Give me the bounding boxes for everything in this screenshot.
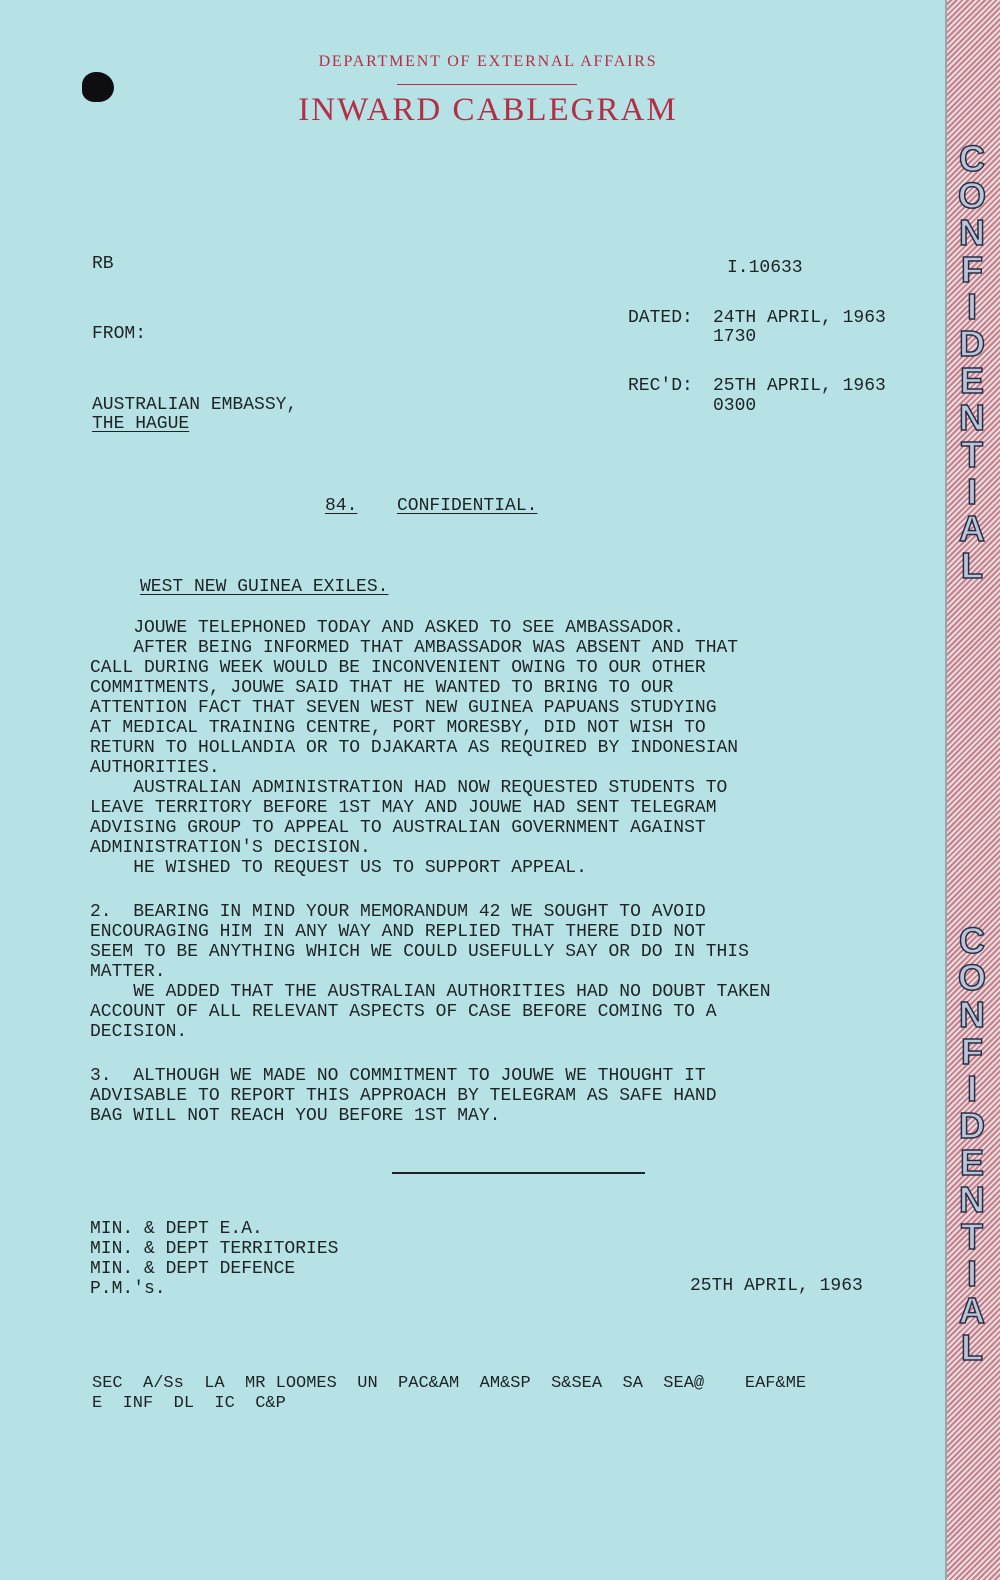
stamp-letter: N [959, 397, 985, 438]
stamp-letter: A [959, 1290, 985, 1331]
stamp-word [950, 140, 994, 584]
originator-code: RB [92, 254, 114, 274]
cable-ref-number: 84. [325, 496, 358, 516]
letterhead-rule [397, 84, 577, 85]
stamp-letter: D [959, 1105, 985, 1146]
stamp-letter: E [959, 1142, 984, 1183]
department-heading: DEPARTMENT OF EXTERNAL AFFAIRS [318, 53, 658, 70]
body-paragraph-2: 2. BEARING IN MIND YOUR MEMORANDUM 42 WE SOUGHT TO AVOID ENCOURAGING HIM IN ANY WAY AND REPLIED THAT THERE DID NOT SEEM TO BE ANYTHING WHICH WE COULD USEFULLY SAY OR DO IN THIS MATTER. WE ADDED THAT THE AUSTRALIAN AUTHORITIES HAD NO DOUBT TAKEN ACCOUNT OF ALL RELEVANT ASPECTS OF CASE BEFORE COMING TO A DECISION. [90, 902, 771, 1042]
stamp-letter: I [966, 1253, 977, 1294]
stamp-letter: T [961, 434, 983, 475]
document-title: INWARD CABLEGRAM [298, 92, 678, 128]
stamp-letter: F [961, 1031, 983, 1072]
stamp-letter: I [966, 1068, 977, 1109]
stamp-letter: L [961, 1327, 983, 1368]
stamp-word [950, 922, 994, 1366]
stamp-letter: L [961, 545, 983, 586]
confidential-stamp-lower [950, 922, 994, 1366]
stamp-letter: T [961, 1216, 983, 1257]
classification-label: CONFIDENTIAL. [397, 496, 538, 516]
confidential-stamp-upper [950, 140, 994, 584]
sender-name: AUSTRALIAN EMBASSY, [92, 395, 298, 415]
subject-line: WEST NEW GUINEA EXILES. [140, 577, 389, 597]
stamp-letter: C [959, 138, 985, 179]
end-of-message-rule [392, 1172, 645, 1174]
sender-location: THE HAGUE [92, 414, 190, 434]
dated-label: DATED: [628, 308, 693, 328]
copies-line-1: SEC A/Ss LA MR LOOMES UN PAC&AM AM&SP S&SEA SA SEA@ EAF&ME [92, 1374, 807, 1393]
stamp-letter: I [966, 286, 977, 327]
received-value: 25TH APRIL, 1963 [713, 376, 886, 396]
stamp-letter: O [957, 957, 986, 998]
stamp-letter: F [961, 249, 983, 290]
stamp-letter: C [959, 920, 985, 961]
stamp-letter: O [957, 175, 986, 216]
dated-value: 24TH APRIL, 1963 [713, 308, 886, 328]
stamp-letter: E [959, 360, 984, 401]
distribution-date: 25TH APRIL, 1963 [690, 1276, 863, 1296]
stamp-letter: A [959, 508, 985, 549]
received-time: 0300 [713, 396, 757, 416]
distribution-list: MIN. & DEPT E.A. MIN. & DEPT TERRITORIES MIN. & DEPT DEFENCE P.M.'s. [90, 1219, 339, 1299]
stamp-letter: D [959, 323, 985, 364]
copies-line-2: E INF DL IC C&P [92, 1394, 286, 1413]
stamp-letter: N [959, 1179, 985, 1220]
from-label: FROM: [92, 324, 147, 344]
stamp-letter: N [959, 994, 985, 1035]
received-label: REC'D: [628, 376, 693, 396]
stamp-letter: I [966, 471, 977, 512]
body-paragraph-3: 3. ALTHOUGH WE MADE NO COMMITMENT TO JOUWE WE THOUGHT IT ADVISABLE TO REPORT THIS APPROACH BY TELEGRAM AS SAFE HAND BAG WILL NOT REACH YOU BEFORE 1ST MAY. [90, 1066, 717, 1126]
dated-time: 1730 [713, 327, 757, 347]
stamp-letter: N [959, 212, 985, 253]
cable-number: I.10633 [727, 258, 803, 278]
body-paragraph-1: JOUWE TELEPHONED TODAY AND ASKED TO SEE AMBASSADOR. AFTER BEING INFORMED THAT AMBASSADOR WAS ABSENT AND THAT CALL DURING WEEK WOULD BE INCONVENIENT OWING TO OUR OTHER COMMITMENTS, JOUWE SAID THAT HE WANTED TO BRING TO OUR ATTENTION FACT THAT SEVEN WEST NEW GUINEA PAPUANS STUDYING AT MEDICAL TRAINING CENTRE, PORT MORESBY, DID NOT WISH TO RETURN TO HOLLANDIA OR TO DJAKARTA AS REQUIRED BY INDONESIAN AUTHORITIES. AUSTRALIAN ADMINISTRATION HAD NOW REQUESTED STUDENTS TO LEAVE TERRITORY BEFORE 1ST MAY AND JOUWE HAD SENT TELEGRAM ADVISING GROUP TO APPEAL TO AUSTRALIAN GOVERNMENT AGAINST ADMINISTRATION'S DECISION. HE WISHED TO REQUEST US TO SUPPORT APPEAL. [90, 618, 739, 878]
